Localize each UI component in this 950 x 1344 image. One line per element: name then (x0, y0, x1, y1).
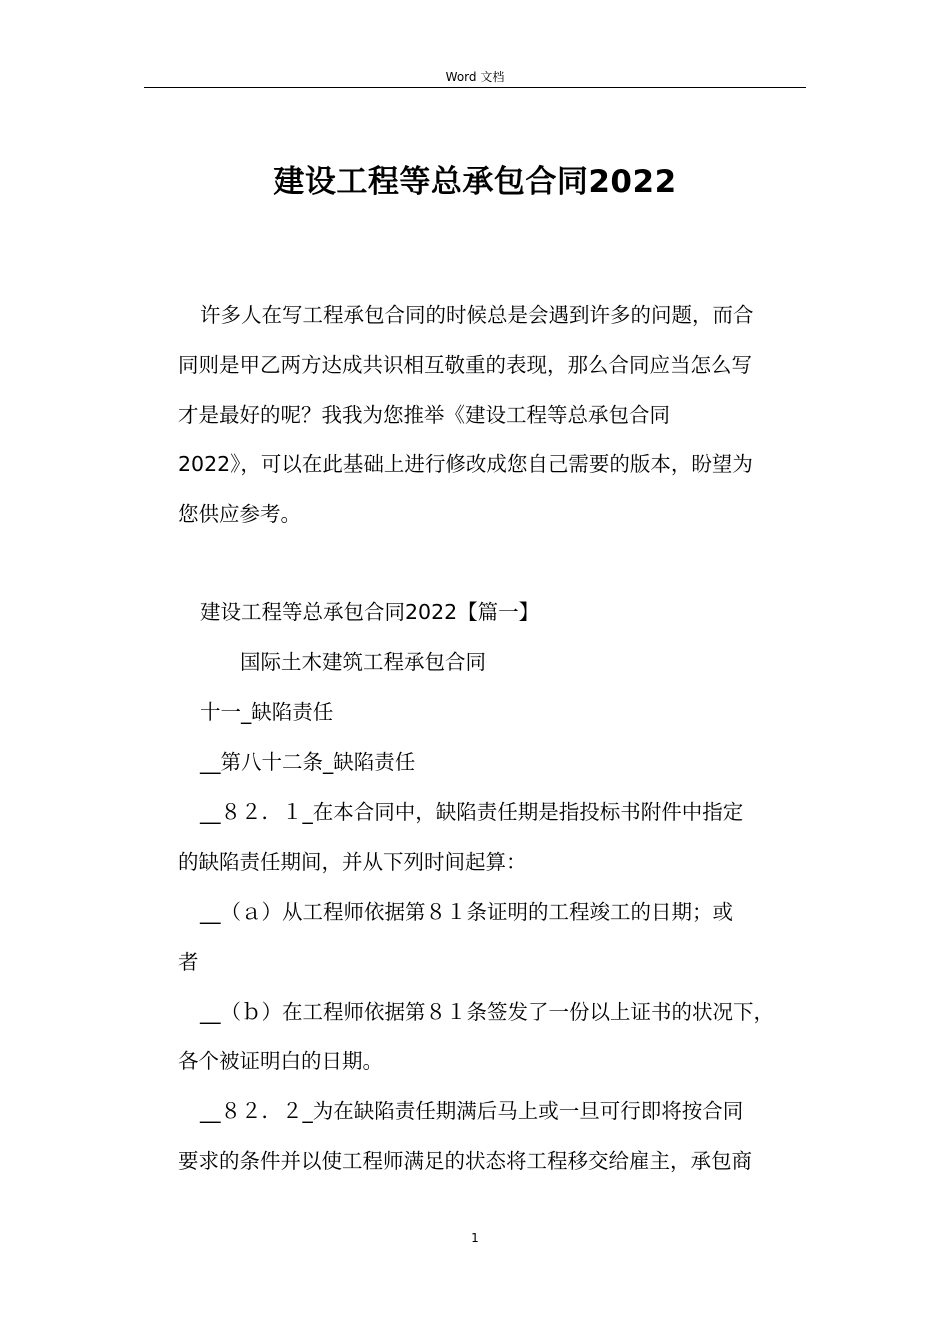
intro-line: 您供应参考。 (178, 502, 301, 526)
intro-line: 同则是甲乙两方达成共识相互敬重的表现，那么合同应当怎么写 (178, 353, 752, 377)
contract-subtitle: 国际土木建筑工程承包合同 (240, 650, 486, 674)
body-line: __８２．１_在本合同中，缺陷责任期是指投标书附件中指定 (200, 800, 744, 824)
page-number: 1 (471, 1231, 479, 1245)
page-header-label: Word 文档 (445, 70, 505, 84)
body-line: __８２．２_为在缺陷责任期满后马上或一旦可行即将按合同 (200, 1099, 744, 1123)
document-title: 建设工程等总承包合同2022 (273, 164, 677, 200)
body-line: 各个被证明白的日期。 (178, 1049, 383, 1073)
intro-line: 许多人在写工程承包合同的时候总是会遇到许多的问题，而合 (200, 303, 754, 327)
intro-line: 2022》，可以在此基础上进行修改成您自己需要的版本，盼望为 (178, 452, 753, 476)
intro-line: 才是最好的呢？我我为您推举《建设工程等总承包合同 (178, 403, 670, 427)
body-line: 十一_缺陷责任 (200, 700, 334, 724)
body-line: 的缺陷责任期间，并从下列时间起算： (178, 850, 527, 874)
body-line: 要求的条件并以使工程师满足的状态将工程移交给雇主，承包商 (178, 1149, 752, 1173)
body-line: __（ｂ）在工程师依据第８１条签发了一份以上证书的状况下， (200, 1000, 774, 1024)
body-line: __第八十二条_缺陷责任 (200, 750, 416, 774)
section-heading: 建设工程等总承包合同2022【篇一】 (200, 600, 540, 624)
header-divider (144, 87, 806, 88)
body-line: 者 (178, 950, 199, 974)
body-line: __（ａ）从工程师依据第８１条证明的工程竣工的日期；或 (200, 900, 733, 924)
